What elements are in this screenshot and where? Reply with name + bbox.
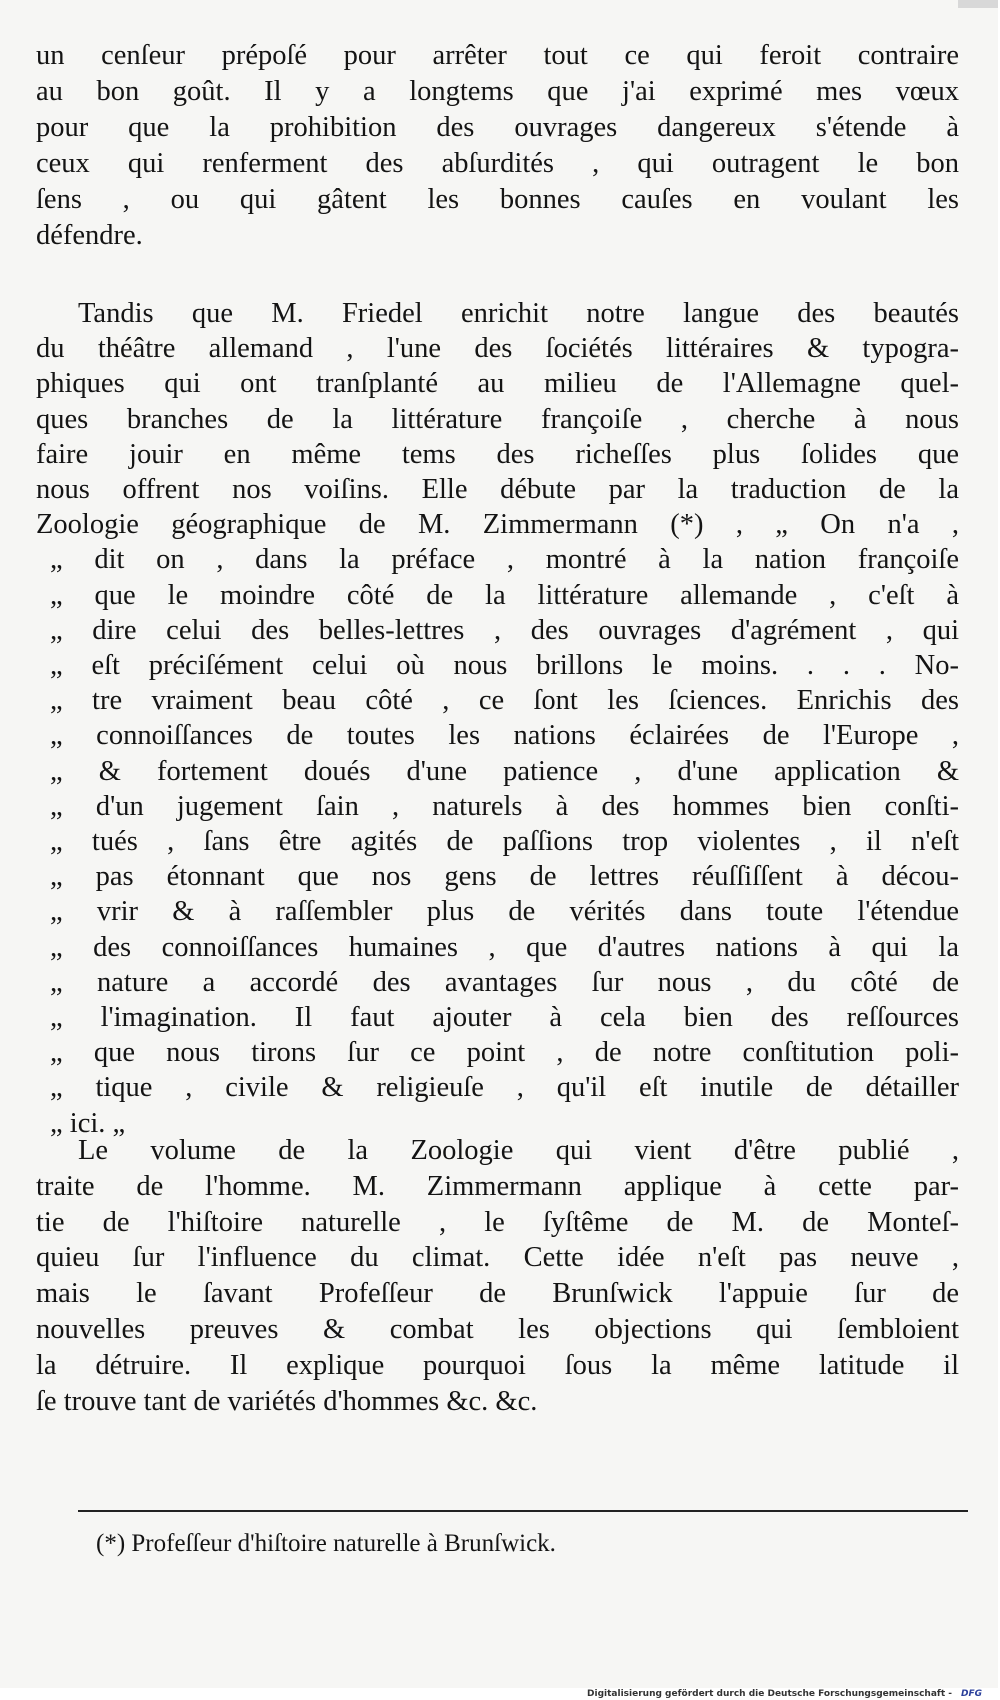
text-line: au bon goût. Il y a longtems que j'ai exprimé mes vœux: [36, 76, 959, 107]
text-line: défendre.: [36, 220, 143, 251]
scan-edge-mark: [958, 0, 998, 8]
text-line: ques branches de la littérature françoiſe , cherche à nous: [36, 403, 959, 435]
text-line: traite de l'homme. M. Zimmermann applique à cette par-: [36, 1170, 959, 1202]
text-line: „ nature a accordé des avantages ſur nous , du côté de: [50, 966, 959, 998]
text-line: faire jouir en même tems des richeſſes plus ſolides que: [36, 438, 959, 470]
text-line: „ dire celui des belles-lettres , des ouvrages d'agrément , qui: [50, 614, 959, 646]
text-line: Tandis que M. Friedel enrichit notre langue des beautés: [78, 298, 959, 329]
text-line: du théâtre allemand , l'une des ſociétés littéraires & typogra-: [36, 333, 959, 365]
text-line: „ vrir & à raſſembler plus de vérités dans toute l'étendue: [50, 896, 959, 928]
text-line: pour que la prohibition des ouvrages dangereux s'étende à: [36, 112, 959, 143]
text-line: un cenſeur prépoſé pour arrêter tout ce qui feroit contraire: [36, 40, 959, 71]
text-line: nouvelles preuves & combat les objections qui ſembloient: [36, 1314, 959, 1345]
text-line: ſe trouve tant de variétés d'hommes &c. &c.: [36, 1385, 538, 1417]
text-line: „ des connoiſſances humaines , que d'autres nations à qui la: [50, 931, 959, 963]
text-line: „ l'imagination. Il faut ajouter à cela bien des reſſources: [50, 1002, 959, 1033]
text-line: „ tre vraiment beau côté , ce ſont les ſciences. Enrichis des: [50, 685, 959, 717]
text-line: la détruire. Il explique pourquoi ſous la même latitude il: [36, 1349, 959, 1381]
text-line: nous offrent nos voiſins. Elle débute par la traduction de la: [36, 474, 959, 505]
text-line: „ ici. „: [50, 1107, 126, 1139]
text-line: „ d'un jugement ſain , naturels à des hommes bien conſti-: [50, 790, 959, 822]
text-line: „ que nous tirons ſur ce point , de notre conſtitution poli-: [50, 1037, 959, 1069]
footnote-rule: [78, 1510, 968, 1512]
text-line: „ tués , ſans être agités de paſſions trop violentes , il n'eſt: [50, 826, 959, 857]
footnote: (*) Profeſſeur d'hiſtoire naturelle à Brunſwick.: [96, 1530, 556, 1557]
text-line: quieu ſur l'influence du climat. Cette idée n'eſt pas neuve ,: [36, 1242, 959, 1274]
text-line: ceux qui renferment des abſurdités , qui outragent le bon: [36, 148, 959, 179]
text-line: „ tique , civile & religieuſe , qu'il eſt inutile de détailler: [50, 1072, 959, 1104]
text-line: Zoologie géographique de M. Zimmermann (*) , „ On n'a ,: [36, 509, 959, 541]
text-line: mais le ſavant Profeſſeur de Brunſwick l'appuie ſur de: [36, 1278, 959, 1310]
text-line: „ eſt préciſément celui où nous brillons le moins. . . . No-: [50, 650, 959, 681]
text-line: „ que le moindre côté de la littérature allemande , c'eſt à: [50, 579, 959, 611]
text-line: „ connoiſſances de toutes les nations éclairées de l'Europe ,: [50, 720, 959, 752]
digitization-credit: Digitalisierung gefördert durch die Deutsche Forschungsgemeinschaft -: [587, 1689, 952, 1699]
dfg-logo: DFG: [960, 1689, 982, 1699]
text-line: „ & fortement doués d'une patience , d'une application &: [50, 755, 959, 787]
text-line: „ pas étonnant que nos gens de lettres réuſſiſſent à décou-: [50, 861, 959, 893]
text-line: Le volume de la Zoologie qui vient d'être publié ,: [78, 1135, 959, 1166]
text-line: „ dit on , dans la préface , montré à la nation françoiſe: [50, 544, 959, 576]
text-line: phiques qui ont tranſplanté au milieu de l'Allemagne quel-: [36, 368, 959, 400]
text-line: tie de l'hiſtoire naturelle , le ſyſtême de M. de Monteſ-: [36, 1206, 959, 1238]
text-line: ſens , ou qui gâtent les bonnes cauſes en voulant les: [36, 184, 959, 215]
